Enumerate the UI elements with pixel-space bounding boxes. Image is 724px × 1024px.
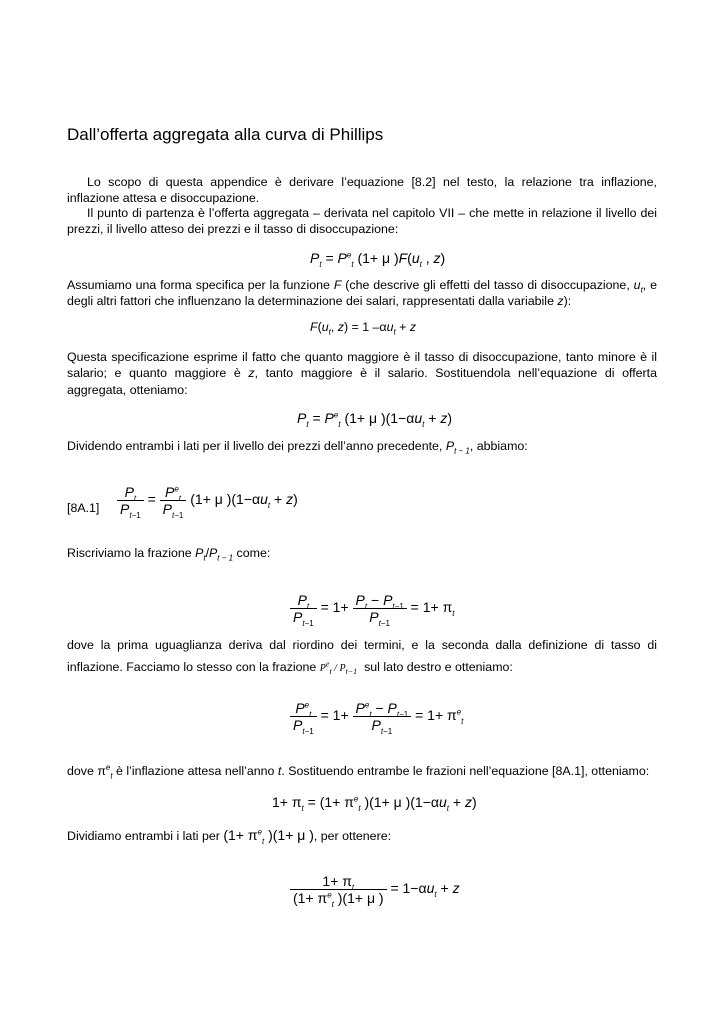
- equation-final: $\frac{1+ \pi_t}{(1+ \pi^e_t )(1+ \mu )}$ = $1-\alpha u_t + z$: [290, 873, 460, 906]
- equation-aggregate-supply: $P_t = P^e_t$ (1+ μ )$F(u_t$ , z): [310, 250, 446, 269]
- paragraph-dividing: Dividendo entrambi i lati per il livello dei prezzi dell’anno precedente, $P_{t - 1}$, abbiamo:: [67, 439, 528, 456]
- paragraph-divide-both: Dividiamo entrambi i lati per ($1+ \pi^e_t$ )(1+ μ ), per ottenere:: [67, 827, 392, 846]
- fraction-inline: $P^e_t / P_{t-1}$: [319, 659, 358, 676]
- equation-substituted: $P_t = P^e_t$ (1+ μ )$(1-\alpha u_t + z)$: [297, 410, 452, 429]
- paragraph-first-equality: dove la prima uguaglianza deriva dal riordino dei termini, e la seconda dalla definizione di tasso di inflazione. Facciamo lo stesso con la frazione $P^e_t / P_{t-1}$ sul lato destro e otteniamo:: [67, 638, 657, 676]
- equation-8A1: $\frac{P_t}{P_{t-1}}$ = $\frac{P^e_t}{P_{t-1}}$ (1+ μ )$(1-\alpha u_t + z)$: [117, 484, 298, 517]
- paragraph-specification: Questa specificazione esprime il fatto che quanto maggiore è il tasso di disoccupazione, tanto minore è il salario; e quanto maggiore è z, tanto maggiore è il salario. Sostituendola nell’equazione di offerta aggregata, otteniamo:: [67, 350, 657, 397]
- equation-substituted-fractions: $1+ \pi_t = (1+ \pi^e_t$ )(1+ μ )$(1-\alpha u_t + z)$: [272, 794, 477, 813]
- paragraph-intro: Lo scopo di questa appendice è derivare l’equazione [8.2] nel testo, la relazione tra inflazione, inflazione attesa e disoccupazione.: [67, 175, 657, 206]
- paragraph-rewrite: Riscriviamo la frazione $P_t/P_{t - 1}$ come:: [67, 546, 271, 563]
- equation-expected-inflation: $\frac{P^e_t}{P_{t-1}}$ = 1+ $\frac{P^e_t - P_{t-1}}{P_{t-1}}$ = $1+ \pi^e_t$: [290, 700, 463, 733]
- equation-inflation: $\frac{P_t}{P_{t-1}}$ = 1+ $\frac{P_t - P_{t-1}}{P_{t-1}}$ = $1+ \pi_t$: [290, 592, 454, 625]
- paragraph-starting-point: Il punto di partenza è l’offerta aggregata – derivata nel capitolo VII – che mette in relazione il livello dei prezzi, il livello atteso dei prezzi e il tasso di disoccupazione:: [67, 206, 657, 237]
- paragraph-expected-inflation: dove $\pi^e_t$ è l’inflazione attesa nell’anno t. Sostituendo entrambe le frazioni nell’equazione [8A.1], otteniamo:: [67, 762, 650, 781]
- equation-function-F: $F(u_t$, z) = 1 $-\alpha u_t + z$: [310, 320, 417, 337]
- equation-label: [8A.1]: [67, 501, 100, 515]
- page-title: Dall’offerta aggregata alla curva di Phillips: [67, 125, 384, 144]
- paragraph-assumption: Assumiamo una forma specifica per la funzione F (che descrive gli effetti del tasso di disoccupazione, $u_t$, e degli altri fattori che influenzano la determinazione dei salari, rappresentati dalla variabile z):: [67, 278, 658, 309]
